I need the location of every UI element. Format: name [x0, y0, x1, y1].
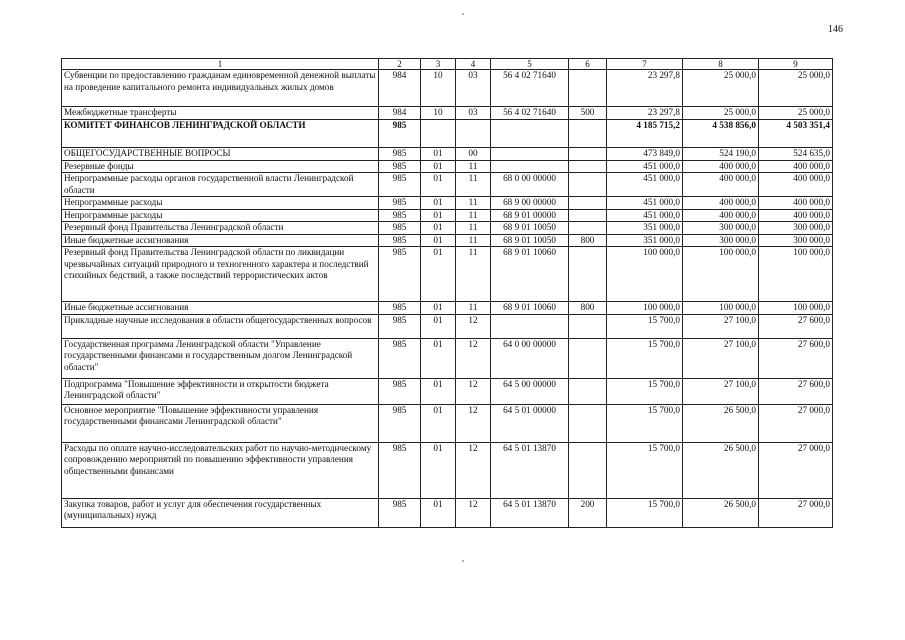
- header-col-4: 4: [456, 59, 491, 70]
- cell-amount-col8: 300 000,0: [683, 222, 759, 235]
- cell-expense-type: [569, 160, 607, 173]
- cell-expense-type: [569, 378, 607, 404]
- cell-expense-type: [569, 147, 607, 160]
- cell-target-item: [491, 314, 569, 338]
- cell-amount-col8: 400 000,0: [683, 160, 759, 173]
- cell-amount-col9: 100 000,0: [759, 247, 833, 302]
- cell-amount-col7: 100 000,0: [607, 302, 683, 315]
- cell-amount-col8: 400 000,0: [683, 173, 759, 197]
- table-row: [62, 234, 833, 247]
- cell-amount-col7: 15 700,0: [607, 378, 683, 404]
- cell-expense-type: [569, 70, 607, 107]
- cell-amount-col8: 4 538 856,0: [683, 119, 759, 147]
- cell-amount-col9: 27 600,0: [759, 378, 833, 404]
- cell-amount-col9: 27 000,0: [759, 404, 833, 442]
- cell-expense-type: [569, 442, 607, 498]
- cell-amount-col7: 351 000,0: [607, 222, 683, 235]
- cell-amount-col8: 26 500,0: [683, 498, 759, 527]
- cell-amount-col8: 27 100,0: [683, 338, 759, 378]
- cell-subsection: 12: [456, 314, 491, 338]
- cell-amount-col9: 400 000,0: [759, 160, 833, 173]
- cell-target-item: 68 9 00 00000: [491, 197, 569, 210]
- cell-ministry: 985: [379, 378, 421, 404]
- header-col-7: 7: [607, 59, 683, 70]
- cell-section: 01: [421, 498, 456, 527]
- row-name: Иные бюджетные ассигнования: [62, 302, 379, 315]
- cell-amount-col7: 15 700,0: [607, 314, 683, 338]
- header-col-9: 9: [759, 59, 833, 70]
- cell-target-item: 68 0 00 00000: [491, 173, 569, 197]
- header-col-2: 2: [379, 59, 421, 70]
- table-row: [62, 173, 833, 197]
- cell-target-item: 64 0 00 00000: [491, 338, 569, 378]
- cell-amount-col7: 15 700,0: [607, 404, 683, 442]
- cell-ministry: 985: [379, 247, 421, 302]
- cell-amount-col9: 4 503 351,4: [759, 119, 833, 147]
- row-name: Непрограммные расходы: [62, 197, 379, 210]
- cell-section: 01: [421, 314, 456, 338]
- scan-speck: [462, 560, 464, 562]
- cell-ministry: 985: [379, 314, 421, 338]
- cell-amount-col9: 100 000,0: [759, 302, 833, 315]
- cell-section: 01: [421, 197, 456, 210]
- cell-amount-col9: 400 000,0: [759, 173, 833, 197]
- row-name: Закупка товаров, работ и услуг для обеспечения государственных (муниципальных) нужд: [62, 498, 379, 527]
- cell-expense-type: 500: [569, 107, 607, 120]
- table-row: [62, 247, 833, 302]
- cell-target-item: 68 9 01 10050: [491, 234, 569, 247]
- cell-amount-col7: 15 700,0: [607, 338, 683, 378]
- row-name: Расходы по оплате научно-исследовательских работ по научно-методическому сопровождению мероприятий по повышению эффективности управления общественными финансами: [62, 442, 379, 498]
- cell-ministry: 985: [379, 173, 421, 197]
- row-name: Основное мероприятие "Повышение эффективности управления государственными финансами Ленинградской области": [62, 404, 379, 442]
- cell-amount-col8: 25 000,0: [683, 107, 759, 120]
- cell-amount-col7: 473 849,0: [607, 147, 683, 160]
- cell-section: 01: [421, 302, 456, 315]
- cell-target-item: 64 5 01 00000: [491, 404, 569, 442]
- cell-expense-type: [569, 222, 607, 235]
- cell-amount-col8: 400 000,0: [683, 209, 759, 222]
- cell-amount-col9: 400 000,0: [759, 209, 833, 222]
- cell-target-item: 56 4 02 71640: [491, 107, 569, 120]
- header-col-1: 1: [62, 59, 379, 70]
- cell-ministry: 985: [379, 404, 421, 442]
- cell-amount-col8: 27 100,0: [683, 378, 759, 404]
- cell-subsection: 00: [456, 147, 491, 160]
- cell-expense-type: [569, 119, 607, 147]
- row-name: ОБЩЕГОСУДАРСТВЕННЫЕ ВОПРОСЫ: [62, 147, 379, 160]
- cell-amount-col7: 451 000,0: [607, 160, 683, 173]
- cell-expense-type: 800: [569, 302, 607, 315]
- cell-ministry: 985: [379, 197, 421, 210]
- table-row: [62, 302, 833, 315]
- table-row: [62, 147, 833, 160]
- cell-amount-col8: 400 000,0: [683, 197, 759, 210]
- cell-amount-col7: 451 000,0: [607, 173, 683, 197]
- row-name: КОМИТЕТ ФИНАНСОВ ЛЕНИНГРАДСКОЙ ОБЛАСТИ: [62, 119, 379, 147]
- cell-subsection: 11: [456, 209, 491, 222]
- cell-target-item: [491, 119, 569, 147]
- cell-amount-col8: 100 000,0: [683, 302, 759, 315]
- cell-section: 10: [421, 107, 456, 120]
- table-row: [62, 119, 833, 147]
- row-name: Непрограммные расходы органов государственной власти Ленинградской области: [62, 173, 379, 197]
- cell-amount-col9: 524 635,0: [759, 147, 833, 160]
- cell-subsection: 03: [456, 107, 491, 120]
- cell-amount-col7: 23 297,8: [607, 107, 683, 120]
- header-col-3: 3: [421, 59, 456, 70]
- header-col-5: 5: [491, 59, 569, 70]
- cell-subsection: 11: [456, 234, 491, 247]
- cell-amount-col8: 100 000,0: [683, 247, 759, 302]
- cell-ministry: 985: [379, 498, 421, 527]
- cell-amount-col9: 27 000,0: [759, 442, 833, 498]
- cell-section: 01: [421, 404, 456, 442]
- table-row: [62, 197, 833, 210]
- cell-amount-col7: 100 000,0: [607, 247, 683, 302]
- table-row: [62, 107, 833, 120]
- cell-section: 10: [421, 70, 456, 107]
- cell-ministry: 985: [379, 234, 421, 247]
- cell-section: 01: [421, 338, 456, 378]
- cell-expense-type: [569, 247, 607, 302]
- cell-amount-col8: 26 500,0: [683, 404, 759, 442]
- cell-expense-type: [569, 173, 607, 197]
- cell-amount-col7: 4 185 715,2: [607, 119, 683, 147]
- cell-expense-type: 800: [569, 234, 607, 247]
- cell-target-item: 64 5 01 13870: [491, 442, 569, 498]
- cell-subsection: 03: [456, 70, 491, 107]
- cell-amount-col8: 524 190,0: [683, 147, 759, 160]
- row-name: Межбюджетные трансферты: [62, 107, 379, 120]
- cell-section: 01: [421, 173, 456, 197]
- cell-target-item: 68 9 01 00000: [491, 209, 569, 222]
- cell-section: [421, 119, 456, 147]
- cell-amount-col8: 26 500,0: [683, 442, 759, 498]
- cell-amount-col7: 15 700,0: [607, 498, 683, 527]
- cell-ministry: 985: [379, 209, 421, 222]
- cell-target-item: 64 5 01 13870: [491, 498, 569, 527]
- cell-subsection: 11: [456, 302, 491, 315]
- table-row: [62, 222, 833, 235]
- cell-section: 01: [421, 247, 456, 302]
- cell-amount-col8: 25 000,0: [683, 70, 759, 107]
- table-row: [62, 314, 833, 338]
- row-name: Резервные фонды: [62, 160, 379, 173]
- cell-ministry: 984: [379, 70, 421, 107]
- cell-ministry: 985: [379, 119, 421, 147]
- cell-expense-type: [569, 314, 607, 338]
- cell-target-item: [491, 160, 569, 173]
- cell-section: 01: [421, 378, 456, 404]
- cell-ministry: 985: [379, 147, 421, 160]
- cell-amount-col9: 27 600,0: [759, 338, 833, 378]
- budget-table: [61, 58, 833, 528]
- row-name: Субвенции по предоставлению гражданам единовременной денежной выплаты на проведение капитального ремонта индивидуальных жилых домов: [62, 70, 379, 107]
- cell-amount-col7: 23 297,8: [607, 70, 683, 107]
- row-name: Государственная программа Ленинградской области "Управление государственными финансами и государственным долгом Ленинградской области": [62, 338, 379, 378]
- cell-amount-col9: 27 000,0: [759, 498, 833, 527]
- cell-ministry: 984: [379, 107, 421, 120]
- cell-subsection: 12: [456, 442, 491, 498]
- cell-amount-col9: 300 000,0: [759, 222, 833, 235]
- header-col-6: 6: [569, 59, 607, 70]
- row-name: Резервный фонд Правительства Ленинградской области: [62, 222, 379, 235]
- table-row: [62, 209, 833, 222]
- table-row: [62, 160, 833, 173]
- row-name: Иные бюджетные ассигнования: [62, 234, 379, 247]
- header-col-8: 8: [683, 59, 759, 70]
- table-row: [62, 378, 833, 404]
- row-name: Прикладные научные исследования в области общегосударственных вопросов: [62, 314, 379, 338]
- table-row: [62, 70, 833, 107]
- cell-ministry: 985: [379, 160, 421, 173]
- cell-subsection: [456, 119, 491, 147]
- cell-target-item: 68 9 01 10050: [491, 222, 569, 235]
- cell-subsection: 12: [456, 338, 491, 378]
- cell-target-item: 68 9 01 10060: [491, 247, 569, 302]
- cell-amount-col9: 400 000,0: [759, 197, 833, 210]
- cell-subsection: 12: [456, 404, 491, 442]
- cell-target-item: 68 9 01 10060: [491, 302, 569, 315]
- cell-subsection: 12: [456, 498, 491, 527]
- cell-subsection: 11: [456, 160, 491, 173]
- cell-amount-col9: 25 000,0: [759, 70, 833, 107]
- cell-target-item: 56 4 02 71640: [491, 70, 569, 107]
- cell-amount-col7: 351 000,0: [607, 234, 683, 247]
- cell-expense-type: [569, 209, 607, 222]
- table-row: [62, 404, 833, 442]
- cell-amount-col8: 27 100,0: [683, 314, 759, 338]
- cell-amount-col9: 25 000,0: [759, 107, 833, 120]
- cell-amount-col9: 27 600,0: [759, 314, 833, 338]
- cell-target-item: [491, 147, 569, 160]
- cell-section: 01: [421, 209, 456, 222]
- cell-expense-type: 200: [569, 498, 607, 527]
- cell-target-item: 64 5 00 00000: [491, 378, 569, 404]
- cell-subsection: 11: [456, 247, 491, 302]
- table-row: [62, 338, 833, 378]
- cell-section: 01: [421, 442, 456, 498]
- cell-amount-col7: 15 700,0: [607, 442, 683, 498]
- row-name: Непрограммные расходы: [62, 209, 379, 222]
- table-row: [62, 442, 833, 498]
- cell-subsection: 11: [456, 197, 491, 210]
- cell-expense-type: [569, 197, 607, 210]
- cell-subsection: 11: [456, 222, 491, 235]
- cell-subsection: 12: [456, 378, 491, 404]
- cell-subsection: 11: [456, 173, 491, 197]
- cell-section: 01: [421, 160, 456, 173]
- row-name: Резервный фонд Правительства Ленинградской области по ликвидации чрезвычайных ситуаций природного и техногенного характера и последствий стихийных бедствий, а также последствий террористических актов: [62, 247, 379, 302]
- cell-ministry: 985: [379, 222, 421, 235]
- cell-ministry: 985: [379, 442, 421, 498]
- scan-speck: [462, 13, 464, 15]
- cell-section: 01: [421, 234, 456, 247]
- cell-amount-col7: 451 000,0: [607, 209, 683, 222]
- page-number: 146: [828, 24, 843, 35]
- cell-ministry: 985: [379, 302, 421, 315]
- cell-expense-type: [569, 404, 607, 442]
- cell-section: 01: [421, 147, 456, 160]
- table-row: [62, 498, 833, 527]
- cell-amount-col8: 300 000,0: [683, 234, 759, 247]
- cell-amount-col9: 300 000,0: [759, 234, 833, 247]
- cell-ministry: 985: [379, 338, 421, 378]
- row-name: Подпрограмма "Повышение эффективности и открытости бюджета Ленинградской области": [62, 378, 379, 404]
- cell-expense-type: [569, 338, 607, 378]
- cell-section: 01: [421, 222, 456, 235]
- cell-amount-col7: 451 000,0: [607, 197, 683, 210]
- header-row: [62, 59, 833, 70]
